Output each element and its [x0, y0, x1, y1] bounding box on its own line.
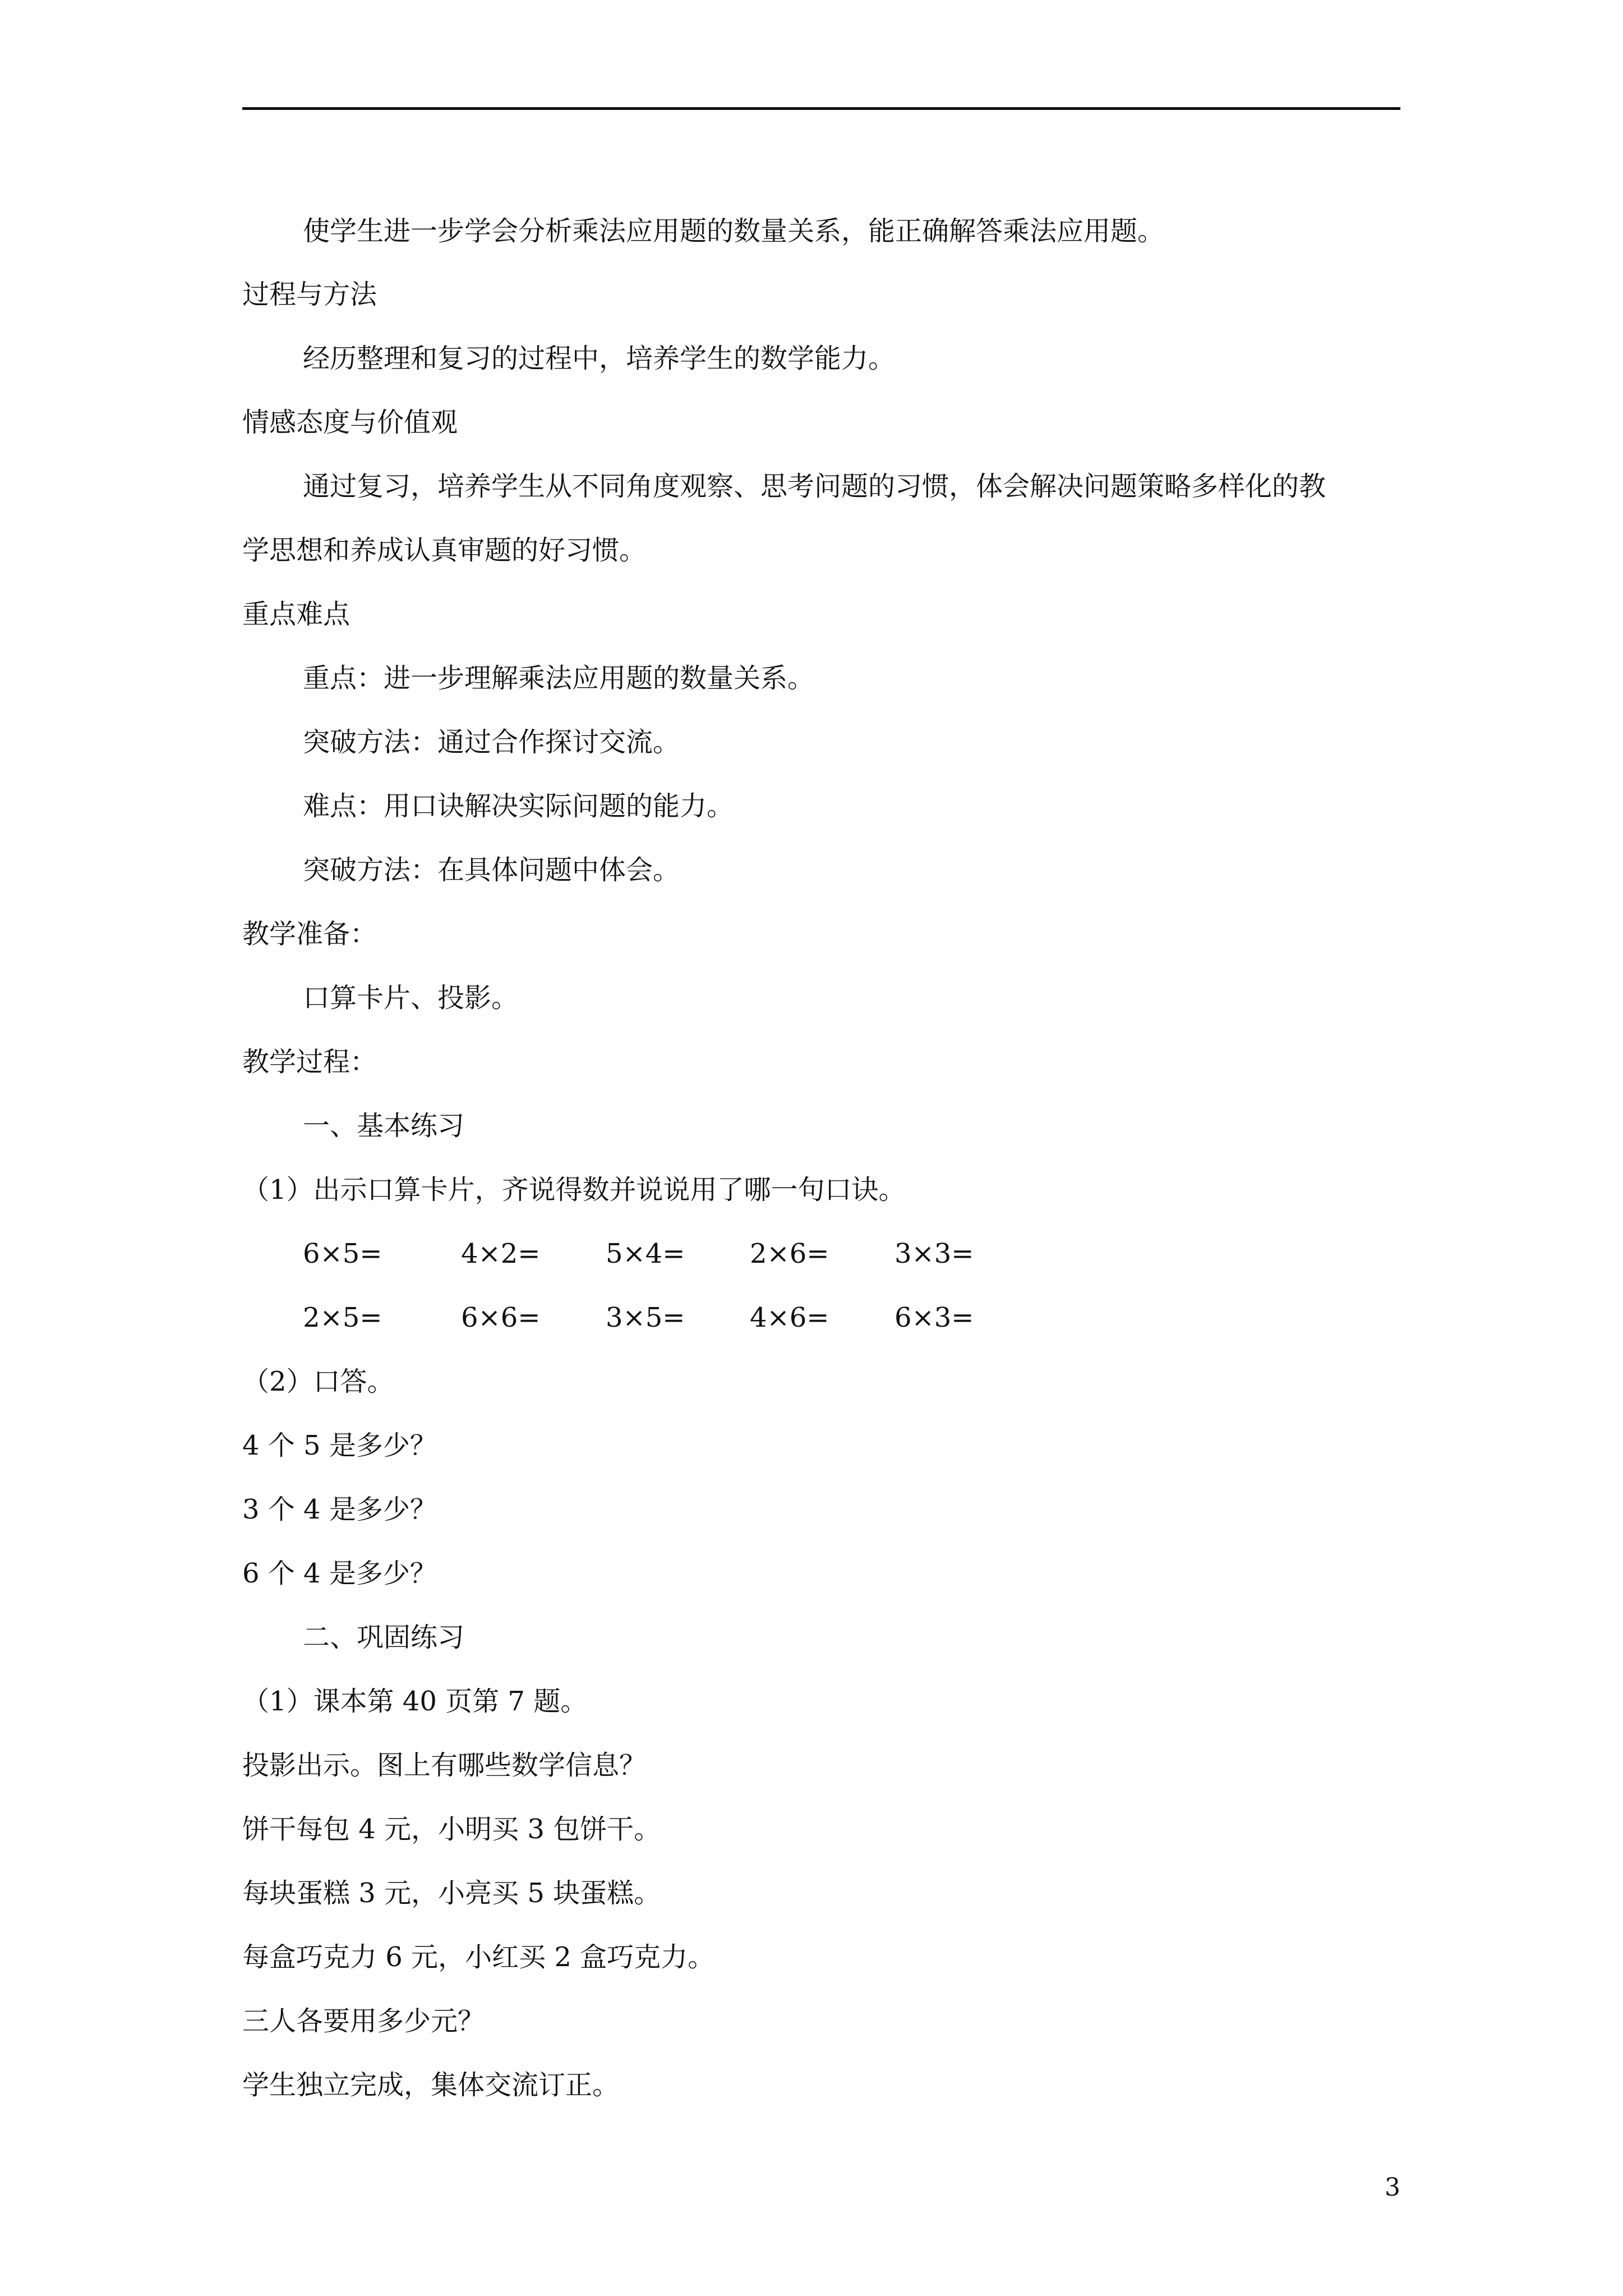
math-item: 5×4=: [606, 1238, 685, 1269]
math-item: 3×3=: [895, 1238, 974, 1269]
text-line: 使学生进一步学会分析乘法应用题的数量关系，能正确解答乘法应用题。: [303, 215, 1165, 247]
text-line: 口算卡片、投影。: [303, 982, 519, 1014]
section-heading: 教学准备：: [242, 918, 377, 950]
text-line: 投影出示。图上有哪些数学信息？: [242, 1750, 647, 1781]
text-line: （1）出示口算卡片，齐说得数并说说用了哪一句口诀。: [242, 1174, 906, 1205]
text-line: 6 个 4 是多少？: [242, 1558, 437, 1589]
math-item: 6×5=: [303, 1238, 382, 1269]
text-line: 突破方法：在具体问题中体会。: [303, 854, 680, 886]
text-line: 每块蛋糕 3 元，小亮买 5 块蛋糕。: [242, 1878, 661, 1909]
section-heading: 过程与方法: [242, 279, 377, 310]
header-rule: [242, 107, 1400, 110]
text-line: 每盒巧克力 6 元，小红买 2 盒巧克力。: [242, 1941, 715, 1973]
math-item: 4×2=: [461, 1238, 541, 1269]
text-line: 学生独立完成，集体交流订正。: [242, 2069, 620, 2101]
text-line: 难点：用口诀解决实际问题的能力。: [303, 790, 734, 822]
math-item: 4×6=: [750, 1302, 829, 1333]
text-line: 饼干每包 4 元，小明买 3 包饼干。: [242, 1814, 661, 1845]
page-number: 3: [1385, 2173, 1400, 2202]
section-heading: 重点难点: [242, 599, 351, 630]
subsection-heading: 一、基本练习: [303, 1110, 465, 1142]
text-line: 通过复习，培养学生从不同角度观察、思考问题的习惯，体会解决问题策略多样化的教: [303, 471, 1326, 502]
math-item: 6×3=: [895, 1302, 974, 1333]
math-item: 6×6=: [461, 1302, 541, 1333]
section-heading: 情感态度与价值观: [242, 407, 458, 438]
text-line: （1）课本第 40 页第 7 题。: [242, 1686, 588, 1717]
text-line: （2）口答。: [242, 1366, 394, 1397]
subsection-heading: 二、巩固练习: [303, 1622, 465, 1653]
section-heading: 教学过程：: [242, 1046, 377, 1078]
math-item: 2×5=: [303, 1302, 382, 1333]
text-line: 学思想和养成认真审题的好习惯。: [242, 535, 647, 566]
text-line: 三人各要用多少元？: [242, 2005, 485, 2037]
text-line: 4 个 5 是多少？: [242, 1430, 437, 1461]
text-line: 3 个 4 是多少？: [242, 1494, 437, 1525]
text-line: 经历整理和复习的过程中，培养学生的数学能力。: [303, 343, 896, 374]
math-item: 3×5=: [606, 1302, 685, 1333]
text-line: 重点：进一步理解乘法应用题的数量关系。: [303, 662, 815, 694]
math-item: 2×6=: [750, 1238, 829, 1269]
text-line: 突破方法：通过合作探讨交流。: [303, 726, 680, 758]
